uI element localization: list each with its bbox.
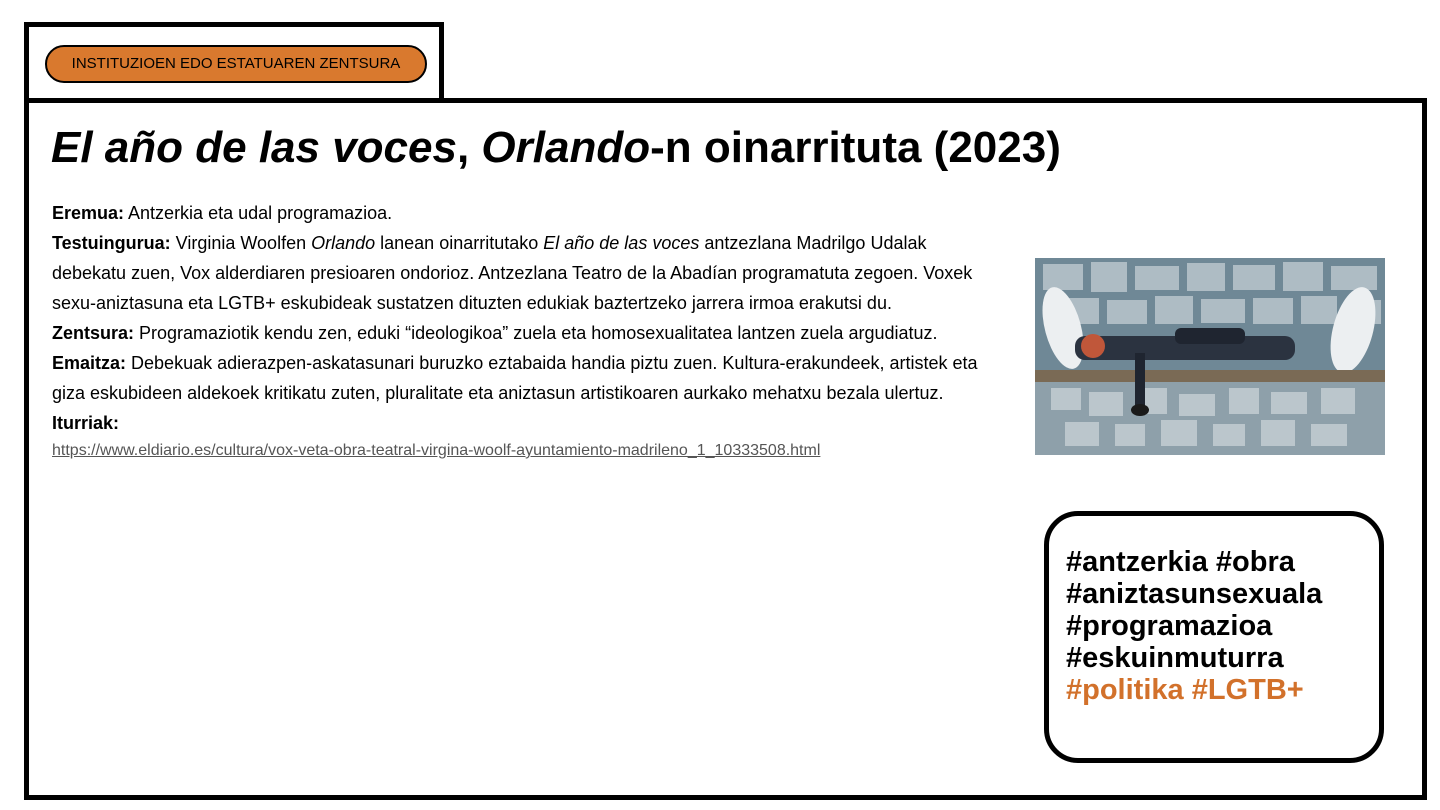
hashtags-orange bbox=[1066, 674, 1379, 706]
iturriak-label: Iturriak: bbox=[52, 413, 120, 433]
title-based-on: Orlando bbox=[481, 123, 651, 172]
section-emaitza bbox=[52, 348, 987, 408]
section-iturriak bbox=[52, 408, 987, 438]
zentsura-text: Programaziotik kendu zen, eduki “ideologikoa” zuela eta homosexualitatea lantzen zuela argudiatuz. bbox=[134, 323, 938, 343]
section-testuingurua bbox=[52, 228, 987, 318]
emaitza-text: Debekuak adierazpen-askatasunari buruzko eztabaida handia piztu zuen. Kultura-erakundeek, artistek eta giza eskubideen aldekoek kritikatu zuten, pluralitate eta aniztasun artistikoaren aurkako mehatxu bezala ulertuz. bbox=[52, 353, 978, 403]
section-eremua bbox=[52, 198, 987, 228]
theatre-photo bbox=[1035, 258, 1385, 455]
testuingurua-text-3: antzezlana Madrilgo Udalak debekatu zuen, Vox alderdiaren presioaren ondorioz. Antzezlana Teatro de la Abadían programatuta zegoen. Voxek sexu-aniztasuna eta LGTB+ eskubideak sustatzen dituzten edukiak baztertzeko jarrera irmoa erakutsi du. bbox=[52, 233, 973, 313]
hashtags-black bbox=[1066, 546, 1379, 674]
title-work: El año de las voces bbox=[51, 123, 457, 172]
hashtag-line: #antzerkia #obra bbox=[1066, 546, 1295, 578]
hashtags-box bbox=[1044, 511, 1384, 763]
zentsura-label: Zentsura: bbox=[52, 323, 135, 343]
category-badge: INSTITUZIOEN EDO ESTATUAREN ZENTSURA bbox=[45, 45, 427, 83]
title-separator: , bbox=[456, 123, 482, 172]
emaitza-label: Emaitza: bbox=[52, 353, 127, 373]
testuingurua-text-1: Virginia Woolfen bbox=[170, 233, 312, 253]
hashtag-line-highlighted: #politika #LGTB+ bbox=[1066, 674, 1304, 706]
testuingurua-italic-2: El año de las voces bbox=[543, 233, 700, 253]
source-link[interactable]: https://www.eldiario.es/cultura/vox-veta-obra-teatral-virgina-woolf-ayuntamiento-madrileno_1_10333508.html bbox=[52, 442, 821, 459]
testuingurua-italic-1: Orlando bbox=[311, 233, 376, 253]
page-title bbox=[51, 122, 1061, 174]
hashtag-line: #aniztasunsexuala bbox=[1066, 578, 1323, 610]
title-rest: -n oinarrituta (2023) bbox=[650, 123, 1061, 172]
article-body bbox=[52, 198, 987, 464]
hashtag-line: #programazioa bbox=[1066, 610, 1273, 642]
eremua-label: Eremua: bbox=[52, 203, 125, 223]
testuingurua-text-2: lanean oinarritutako bbox=[375, 233, 544, 253]
testuingurua-label: Testuingurua: bbox=[52, 233, 171, 253]
section-zentsura bbox=[52, 318, 987, 348]
hashtag-line: #eskuinmuturra bbox=[1066, 642, 1284, 674]
eremua-text: Antzerkia eta udal programazioa. bbox=[124, 203, 393, 223]
